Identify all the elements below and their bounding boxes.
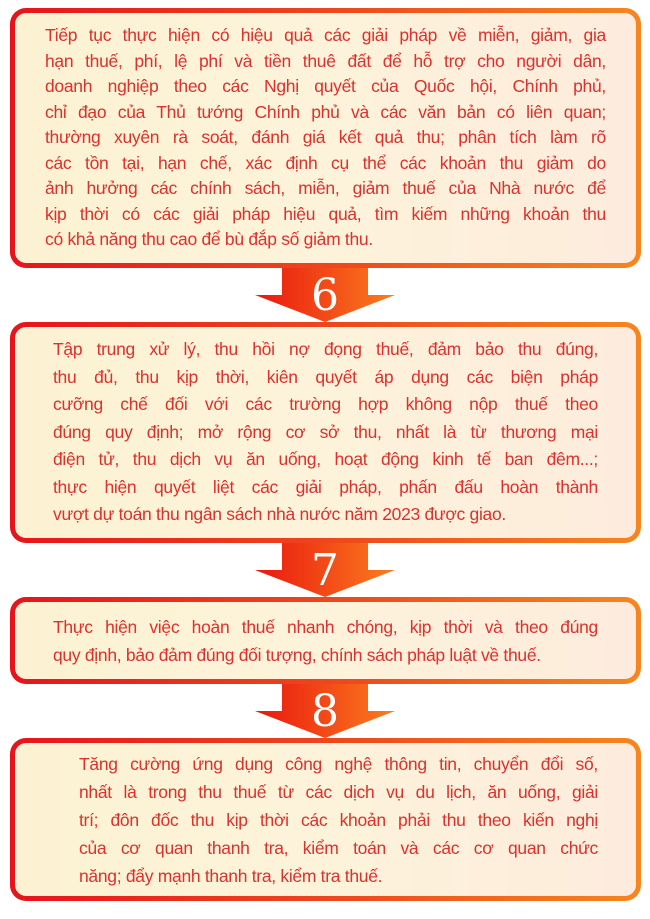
step-arrow-7 [255, 543, 395, 597]
step-arrow-8 [255, 684, 395, 738]
step-arrow-6 [255, 268, 395, 322]
step-box-4-text: Tăng cường ứng dụng công nghệ thông tin, chuyển đổi số, nhất là trong thu thuế từ các dịch vụ du lịch, ăn uống, giải trí; đôn đốc thu kịp thời các khoản phải thu theo kiến nghị của cơ quan thanh tra, kiểm toán và các cơ quan chức năng; đẩy mạnh thanh tra, kiểm tra thuế. [79, 753, 598, 886]
step-box-3-text: Thực hiện việc hoàn thuế nhanh chóng, kịp thời và theo đúng quy định, bảo đảm đúng đối tượng, chính sách pháp luật về thuế. [53, 616, 598, 665]
step-box-2 [10, 322, 641, 543]
step-box-1-inner [15, 13, 636, 263]
step-box-2-inner [15, 327, 636, 538]
step-number-8: 8 [311, 685, 339, 737]
step-box-4 [10, 738, 641, 901]
step-number-7: 7 [311, 544, 339, 596]
step-number-6: 6 [311, 269, 339, 321]
step-box-1-text: Tiếp tục thực hiện có hiệu quả các giải pháp về miễn, giảm, gia hạn thuế, phí, lệ phí và tiền thuê đất để hỗ trợ cho người dân, doanh nghiệp theo các Nghị quyết của Quốc hội, Chính phủ, chỉ đạo của Thủ tướng Chính phủ và các văn bản có liên quan; thường xuyên rà soát, đánh giá kết quả thu; phân tích làm rõ các tồn tại, hạn chế, xác định cụ thể các khoản thu giảm do ảnh hưởng các chính sách, miễn, giảm thuế của Nhà nước để kịp thời có các giải pháp hiệu quả, tìm kiếm những khoản thu có khả năng thu cao để bù đắp số giảm thu. [45, 25, 606, 250]
step-box-1 [10, 8, 641, 268]
step-box-4-inner [15, 743, 636, 896]
step-box-3-inner [15, 602, 636, 679]
step-box-3 [10, 597, 641, 684]
step-box-2-text: Tập trung xử lý, thu hồi nợ đọng thuế, đảm bảo thu đúng, thu đủ, thu kịp thời, kiên quyết áp dụng các biện pháp cưỡng chế đối với các trường hợp không nộp thuế theo đúng quy định; mở rộng cơ sở thu, nhất là từ thương mại điện tử, thu dịch vụ ăn uống, hoạt động kinh tế ban đêm...; thực hiện quyết liệt các giải pháp, phấn đấu hoàn thành vượt dự toán thu ngân sách nhà nước năm 2023 được giao. [53, 339, 598, 525]
